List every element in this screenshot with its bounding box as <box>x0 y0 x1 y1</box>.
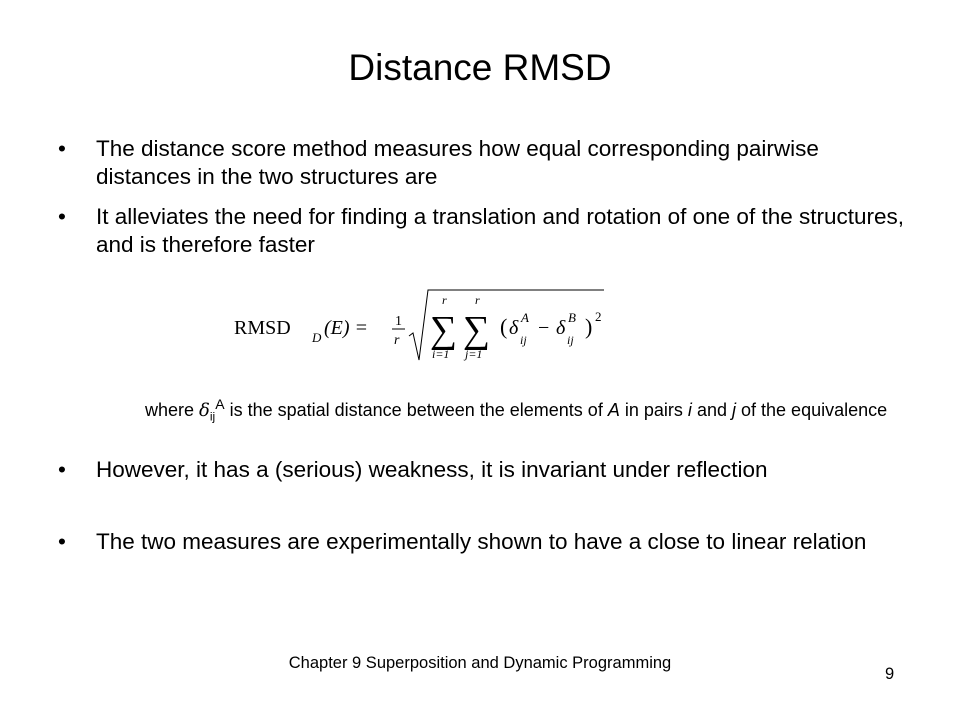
formula-minus: − <box>538 317 550 339</box>
footer-chapter-title: Chapter 9 Superposition and Dynamic Programming <box>288 654 672 672</box>
bullet-item <box>58 203 908 259</box>
formula-sum-upper-i: r <box>442 293 447 307</box>
delta-superscript: A <box>215 396 225 412</box>
formula-close-paren: ) <box>585 314 593 339</box>
formula-explanation <box>135 390 895 431</box>
formula-delta-a-sub: ij <box>520 333 527 347</box>
note-text-4: of the equivalence <box>741 400 888 420</box>
note-text-1: is the spatial distance between the elements of <box>229 400 603 420</box>
bullet-dot: • <box>58 457 66 482</box>
note-var-a: A <box>607 400 620 420</box>
formula-sum-lower-i: i=1 <box>432 347 450 361</box>
bullet-item <box>58 135 908 191</box>
page-number: 9 <box>885 665 895 683</box>
formula-delta-a-sup: A <box>521 310 529 325</box>
bullet-text: The two measures are experimentally shown to have a close to linear relation <box>96 529 867 554</box>
bullet-item <box>58 528 908 556</box>
formula-exponent: 2 <box>595 309 602 324</box>
slide-title: Distance RMSD <box>348 47 612 88</box>
formula-sum-upper-j: r <box>475 293 480 307</box>
note-var-i: i <box>687 400 692 420</box>
formula-delta-b-sup: B <box>568 310 576 325</box>
formula-delta-a: δ <box>509 317 519 339</box>
bullet-text: It alleviates the need for finding a translation and rotation of one of the structures, and is therefore faster <box>96 204 905 257</box>
note-var-j: j <box>732 400 736 420</box>
bullet-text: However, it has a (serious) weakness, it is invariant under reflection <box>96 457 768 482</box>
formula-delta-b-sub: ij <box>567 333 574 347</box>
formula-lhs-subscript: D <box>312 330 322 345</box>
note-text-3: and <box>696 400 727 420</box>
bullet-item <box>58 456 908 484</box>
note-text-2: in pairs <box>624 400 683 420</box>
bullet-dot: • <box>58 529 66 554</box>
formula-sum-sign-j: ∑ <box>463 309 491 351</box>
delta-subscript: ij <box>209 409 216 424</box>
formula-fraction-denominator: r <box>394 333 400 348</box>
bullet-text: The distance score method measures how equal corresponding pairwise distances in the two structures are <box>96 136 819 189</box>
bullet-dot: • <box>58 204 66 229</box>
delta-symbol: δ <box>199 400 210 421</box>
formula-sum-lower-j: j=1 <box>465 347 483 361</box>
formula-open-paren: ( <box>500 314 508 339</box>
rmsd-formula <box>232 284 622 366</box>
formula-lhs: RMSD <box>234 317 291 339</box>
bullet-dot: • <box>58 136 66 161</box>
formula-argument: (E) = <box>324 317 369 339</box>
formula-fraction-numerator: 1 <box>395 314 402 329</box>
formula-delta-b: δ <box>556 317 566 339</box>
where-word: where <box>145 400 195 420</box>
formula-sum-sign-i: ∑ <box>430 309 458 351</box>
